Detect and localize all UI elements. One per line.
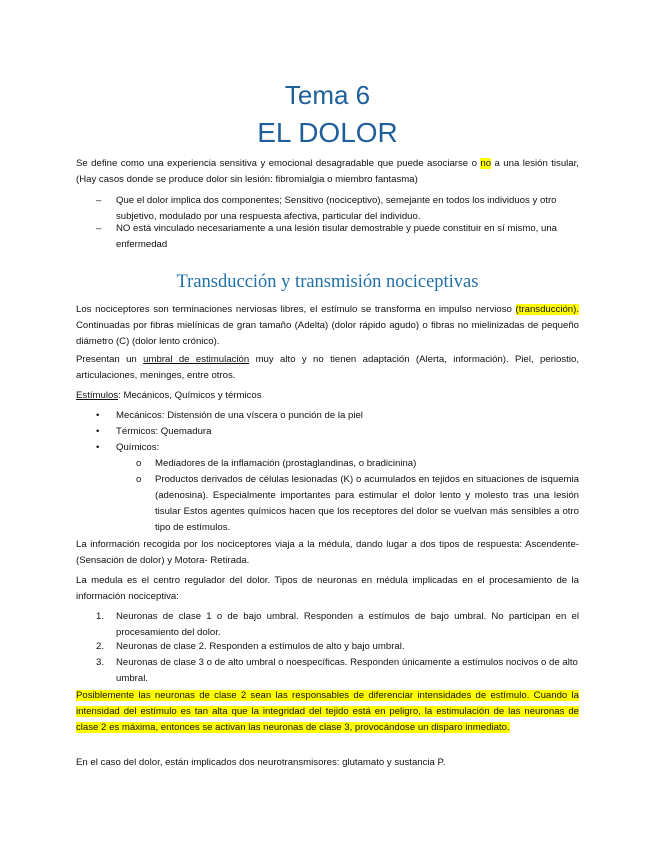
dash-item-1: Que el dolor implica dos componentes; Sensitivo (nociceptivo), semejante en todos los individuos y otro subjetivo, modulado por una respuesta afectiva, particular del individuo. xyxy=(116,195,557,222)
intro-text-start: Se define como una experiencia sensitiva y emocional desagradable que puede asociarse o xyxy=(76,158,481,169)
neuron-item-2: Neuronas de clase 2. Responden a estímulos de alto y bajo umbral. xyxy=(116,641,405,652)
list-number: 2. xyxy=(96,641,105,652)
dash-marker: – xyxy=(96,223,102,234)
highlight-transduccion: (transducción). xyxy=(515,304,579,315)
stimuli-heading xyxy=(76,388,579,404)
dash-marker: – xyxy=(96,195,102,206)
stimulus-item xyxy=(116,408,579,424)
p3-text-end: muy alto y no tienen adaptación (Alerta, información). Piel, periostio, articulaciones, meninges, entre otros. xyxy=(76,354,579,381)
chem-item-1: Mediadores de la inflamación (prostaglandinas, o bradicinina) xyxy=(155,458,417,469)
bullet-marker: • xyxy=(96,426,100,437)
underline-umbral: umbral de estimulación xyxy=(143,354,250,365)
stimuli-rest: : Mecánicos, Químicos y térmicos xyxy=(118,390,262,401)
medula-paragraph: La medula es el centro regulador del dolor. Tipos de neuronas en médula implicadas en el procesamiento de la información nociceptiva: xyxy=(76,575,579,602)
stimulus-text: : Distensión de una víscera o punción de la piel xyxy=(161,410,363,421)
p3-text-start: Presentan un xyxy=(76,354,144,365)
stimulus-label: Mecánicos xyxy=(116,410,162,421)
highlight-no: no xyxy=(480,158,492,169)
stimulus-label: Térmicos xyxy=(116,426,156,437)
page-subtitle: EL DOLOR xyxy=(257,117,398,148)
bullet-marker: • xyxy=(96,410,100,421)
sub-bullet-marker: o xyxy=(136,458,142,469)
page-title: Tema 6 xyxy=(284,80,371,110)
stimulus-label: Químicos xyxy=(116,442,157,453)
stimulus-text: : xyxy=(156,442,160,453)
bullet-marker: • xyxy=(96,442,100,453)
stimulus-item xyxy=(116,424,579,440)
list-number: 3. xyxy=(96,657,105,668)
intro-text-end: a una lesión tisular, (Hay casos donde se produce dolor sin lesión: fibromialgia o miembro fantasma) xyxy=(76,158,579,185)
section-heading: Transducción y transmisión nociceptivas xyxy=(176,272,479,292)
neuron-item-1: Neuronas de clase 1 o de bajo umbral. Responden a estímulos de bajo umbral. No participan en el procesamiento del dolor. xyxy=(116,611,579,638)
chem-item-2: Productos derivados de células lesionadas (K) o acumulados en tejidos en situaciones de isquemia (adenosina). Especialmente importantes para estimular el dolor lento y molesto tras una lesión tisular Estos agentes químicos hacen que los receptores del dolor se vuelvan más sensibles a otro tipo de estímulos. xyxy=(155,474,579,533)
threshold-paragraph xyxy=(76,352,579,384)
list-number: 1. xyxy=(96,611,105,622)
highlighted-paragraph xyxy=(76,688,579,736)
sub-bullet-marker: o xyxy=(136,474,142,485)
highlight-class2: Posiblemente las neuronas de clase 2 sean las responsables de diferenciar intensidades de estímulo. Cuando la intensidad del estímulo es tan alta que la integridad del tejido está en peligro, la estimulación de las neuronas de clase 2 es máxima, entonces se activan las neuronas de clase 3, provocándose un disparo inmediato. xyxy=(76,690,579,733)
p2-text-end: Continuadas por fibras mielínicas de gran tamaño (Adelta) (dolor rápido agudo) o fibras no mielinizadas de pequeño diámetro (C) (dolor lento crónico). xyxy=(76,320,579,347)
p2-text-start: Los nociceptores son terminaciones nerviosas libres, el estímulo se transforma en impulso nervioso xyxy=(76,304,516,315)
nociceptor-paragraph xyxy=(76,302,579,350)
stimulus-item xyxy=(116,440,579,456)
stimulus-text: : Quemadura xyxy=(155,426,212,437)
information-paragraph: La información recogida por los nociceptores viaja a la médula, dando lugar a dos tipos de respuesta: Ascendente- (Sensación de dolor) y Motora- Retirada. xyxy=(76,539,579,566)
neuron-item-3: Neuronas de clase 3 o de alto umbral o noespecíficas. Responden únicamente a estímulos nocivos o de alto umbral. xyxy=(116,657,578,684)
intro-paragraph xyxy=(76,156,579,188)
dash-item-2: NO está vinculado necesariamente a una lesión tisular demostrable y puede constituir en sí mismo, una enfermedad xyxy=(116,223,558,250)
neurotransmitter-paragraph: En el caso del dolor, están implicados dos neurotransmisores: glutamato y sustancia P. xyxy=(76,757,446,768)
stimuli-label: Estímulos xyxy=(76,390,119,401)
